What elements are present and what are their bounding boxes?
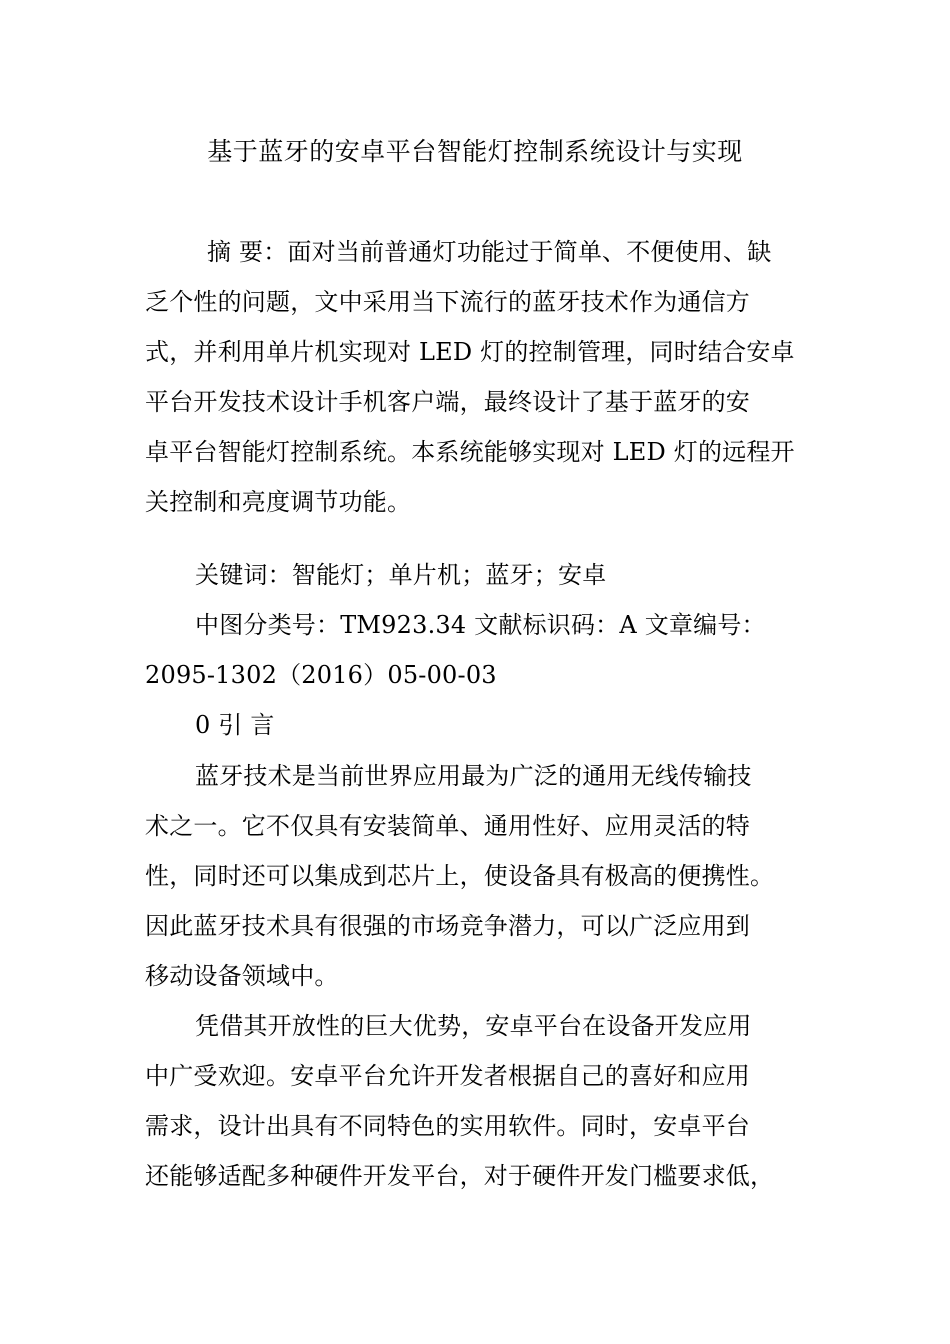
paragraph-line: 移动设备领域中。	[145, 962, 339, 990]
abstract-line: 摘 要：面对当前普通灯功能过于简单、不便使用、缺	[207, 238, 772, 266]
abstract-line: 关控制和亮度调节功能。	[145, 488, 412, 516]
abstract-line: 平台开发技术设计手机客户端，最终设计了基于蓝牙的安	[145, 388, 750, 416]
abstract-line: 乏个性的问题，文中采用当下流行的蓝牙技术作为通信方	[145, 288, 750, 316]
article-number-line: 2095-1302（2016）05-00-03	[145, 661, 497, 689]
classification-line: 中图分类号：TM923.34 文献标识码：A 文章编号：	[195, 611, 766, 639]
document-title: 基于蓝牙的安卓平台智能灯控制系统设计与实现	[207, 137, 743, 166]
paragraph-line: 凭借其开放性的巨大优势，安卓平台在设备开发应用	[195, 1012, 752, 1040]
keywords-line: 关键词：智能灯；单片机；蓝牙；安卓	[195, 561, 607, 589]
paragraph-line: 蓝牙技术是当前世界应用最为广泛的通用无线传输技	[195, 762, 752, 790]
paragraph-line: 还能够适配多种硬件开发平台，对于硬件开发门槛要求低，	[145, 1162, 775, 1190]
section-heading: 0 引 言	[195, 711, 275, 739]
abstract-line: 卓平台智能灯控制系统。本系统能够实现对 LED 灯的远程开	[145, 438, 795, 466]
paragraph-line: 性，同时还可以集成到芯片上，使设备具有极高的便携性。	[145, 862, 775, 890]
paragraph-line: 因此蓝牙技术具有很强的市场竞争潜力，可以广泛应用到	[145, 912, 750, 940]
paragraph-line: 中广受欢迎。安卓平台允许开发者根据自己的喜好和应用	[145, 1062, 750, 1090]
paragraph-line: 术之一。它不仅具有安装简单、通用性好、应用灵活的特	[145, 812, 750, 840]
paragraph-line: 需求，设计出具有不同特色的实用软件。同时，安卓平台	[145, 1112, 750, 1140]
abstract-line: 式，并利用单片机实现对 LED 灯的控制管理，同时结合安卓	[145, 338, 795, 366]
